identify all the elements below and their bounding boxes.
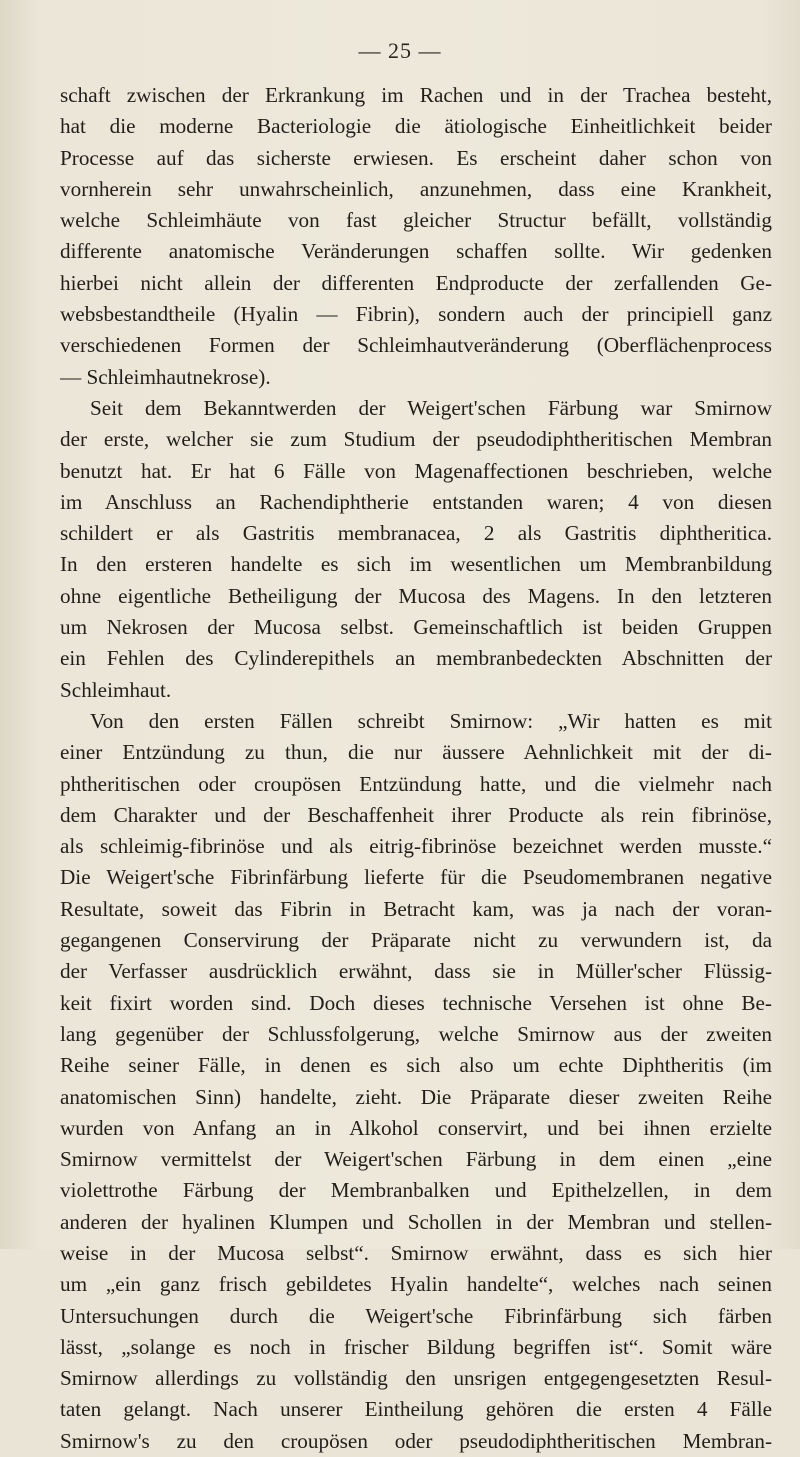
text-line: hierbei nicht allein der differenten Endproducte der zerfallenden Ge- xyxy=(60,270,772,295)
text-line: als schleimig-fibrinöse und als eitrig-fibrinöse bezeichnet werden musste.“ xyxy=(60,834,772,859)
text-line: schildert er als Gastritis membranacea, 2 als Gastritis diphtheritica. xyxy=(60,521,772,546)
text-line: differente anatomische Veränderungen schaffen sollte. Wir gedenken xyxy=(60,239,772,264)
text-line: dem Charakter und der Beschaffenheit ihrer Producte als rein fibrinöse, xyxy=(60,802,772,827)
text-line: phtheritischen oder croupösen Entzündung hatte, und die vielmehr nach xyxy=(60,771,772,796)
text-line: Schleimhaut. xyxy=(60,677,172,702)
text-line: weise in der Mucosa selbst“. Smirnow erwähnt, dass es sich hier xyxy=(60,1240,772,1265)
text-line: um Nekrosen der Mucosa selbst. Gemeinschaftlich ist beiden Gruppen xyxy=(60,615,772,640)
text-line: anderen der hyalinen Klumpen und Schollen in der Membran und stellen- xyxy=(60,1209,772,1234)
text-line: ohne eigentliche Betheiligung der Mucosa des Magens. In den letzteren xyxy=(60,583,772,608)
text-line: Resultate, soweit das Fibrin in Betracht kam, was ja nach der voran- xyxy=(60,896,772,921)
text-line: lang gegenüber der Schlussfolgerung, welche Smirnow aus der zweiten xyxy=(60,1021,772,1046)
text-line: keit fixirt worden sind. Doch dieses technische Versehen ist ohne Be- xyxy=(60,990,772,1015)
text-line: Reihe seiner Fälle, in denen es sich also um echte Diphtheritis (im xyxy=(60,1053,772,1078)
text-line: vornherein sehr unwahrscheinlich, anzunehmen, dass eine Krankheit, xyxy=(60,176,772,201)
text-line: Smirnow allerdings zu vollständig den unsrigen entgegengesetzten Resul- xyxy=(60,1366,772,1391)
text-line: verschiedenen Formen der Schleimhautveränderung (Oberflächenprocess xyxy=(60,333,772,358)
text-line: einer Entzündung zu thun, die nur äussere Aehnlichkeit mit der di- xyxy=(60,740,772,765)
text-line: um „ein ganz frisch gebildetes Hyalin handelte“, welches nach seinen xyxy=(60,1272,772,1297)
text-line: Smirnow vermittelst der Weigert'schen Färbung in dem einen „eine xyxy=(60,1147,772,1172)
text-line: der Verfasser ausdrücklich erwähnt, dass sie in Müller'scher Flüssig- xyxy=(60,959,772,984)
text-line: violettrothe Färbung der Membranbalken und Epithelzellen, in dem xyxy=(60,1178,772,1203)
text-line: Smirnow's zu den croupösen oder pseudodiphtheritischen Membran- xyxy=(60,1428,772,1453)
text-line: schaft zwischen der Erkrankung im Rachen und in der Trachea besteht, xyxy=(60,83,772,107)
text-line: Seit dem Bekanntwerden der Weigert'schen Färbung war Smirnow xyxy=(90,395,772,420)
page-number: — 25 — xyxy=(358,38,442,63)
text-line: gegangenen Conservirung der Präparate nicht zu verwundern ist, da xyxy=(60,928,772,953)
text-line: Die Weigert'sche Fibrinfärbung lieferte für die Pseudomembranen negative xyxy=(60,865,772,890)
text-line: wurden von Anfang an in Alkohol conservirt, und bei ihnen erzielte xyxy=(60,1115,772,1140)
text-line: In den ersteren handelte es sich im wesentlichen um Membranbildung xyxy=(60,552,772,577)
text-line: — Schleimhautnekrose). xyxy=(60,364,271,389)
body-text xyxy=(60,80,772,1457)
text-line: ein Fehlen des Cylinderepithels an membranbedeckten Abschnitten der xyxy=(60,646,772,671)
text-line: Processe auf das sicherste erwiesen. Es erscheint daher schon von xyxy=(60,145,772,170)
text-line: hat die moderne Bacteriologie die ätiologische Einheitlichkeit beider xyxy=(60,114,772,139)
text-line: benutzt hat. Er hat 6 Fälle von Magenaffectionen beschrieben, welche xyxy=(60,458,772,483)
text-line: Untersuchungen durch die Weigert'sche Fibrinfärbung sich färben xyxy=(60,1303,772,1328)
text-line: lässt, „solange es noch in frischer Bildung begriffen ist“. Somit wäre xyxy=(60,1334,772,1359)
text-line: der erste, welcher sie zum Studium der pseudodiphtheritischen Membran xyxy=(60,427,772,452)
text-line: Von den ersten Fällen schreibt Smirnow: „Wir hatten es mit xyxy=(90,708,772,733)
text-line: anatomischen Sinn) handelte, zieht. Die Präparate dieser zweiten Reihe xyxy=(60,1084,772,1109)
text-line: im Anschluss an Rachendiphtherie entstanden waren; 4 von diesen xyxy=(60,489,772,514)
text-line: taten gelangt. Nach unserer Eintheilung gehören die ersten 4 Fälle xyxy=(60,1397,772,1422)
text-line: websbestandtheile (Hyalin — Fibrin), sondern auch der principiell ganz xyxy=(60,302,772,327)
text-line: welche Schleimhäute von fast gleicher Structur befällt, vollständig xyxy=(60,208,772,233)
